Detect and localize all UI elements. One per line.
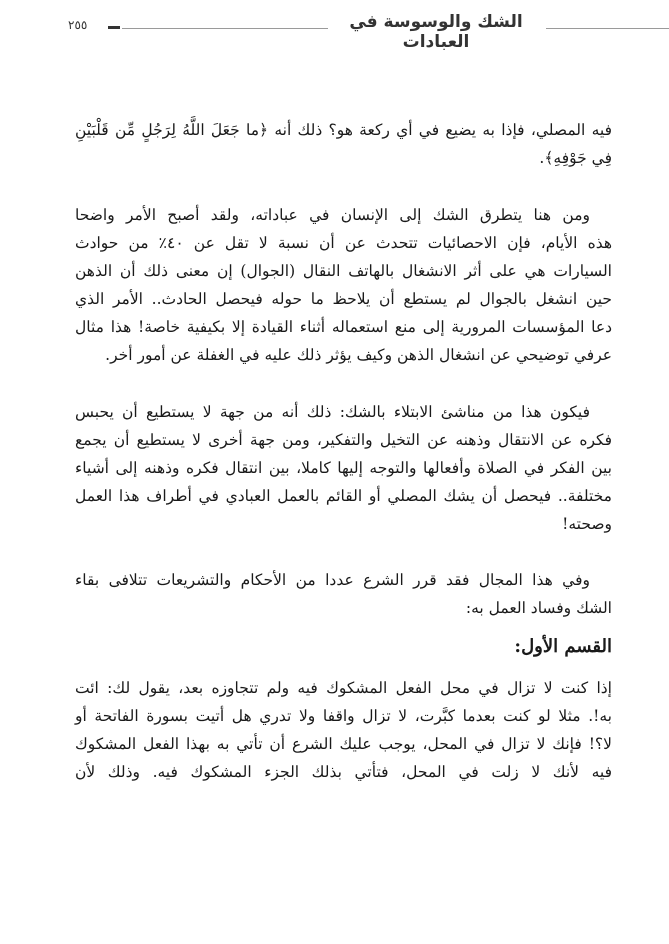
header-title: الشك والوسوسة في العبادات xyxy=(349,12,523,52)
header-rule-left xyxy=(122,28,328,29)
page-number: ٢٥٥ xyxy=(68,18,88,32)
paragraph-5-line: لا؟! فإنك لا تزال في المحل، يوجب عليك الشرع أن تأتي به بهذا الفعل المشكوك xyxy=(75,735,612,753)
paragraph-3-line: وصحته! xyxy=(562,515,612,533)
paragraph-5-line: فيه لأنك لا زلت في المحل، فتأتي بذلك الجزء المشكوك فيه. وذلك لأن xyxy=(75,763,612,781)
header-rule-right xyxy=(546,28,669,29)
paragraph-1-line: فيه المصلي، فإذا به يضيع في أي ركعة هو؟ ذلك أنه ﴿ما جَعَلَ اللَّهُ لِرَجُلٍ مِّن قَلْبَيْنِ xyxy=(75,121,612,139)
paragraph-2-line: حين انشغل بالجوال لم يستطع أن يلاحظ ما حوله فيحصل الحادث.. الأمر الذي xyxy=(75,290,612,308)
paragraph-1-line: فِي جَوْفِهِ﴾. xyxy=(539,149,612,167)
paragraph-2-line: السيارات هي على أثر الانشغال بالهاتف النقال (الجوال) إن معنى ذلك أن الذهن xyxy=(75,262,612,280)
page-number-dash xyxy=(108,26,120,29)
paragraph-3-line: فيكون هذا من مناشئ الابتلاء بالشك: ذلك أنه من جهة لا يستطيع أن يحبس xyxy=(75,403,590,421)
paragraph-3-line: فكره عن الانتقال وذهنه عن التخيل والتفكير، ومن جهة أخرى لا يستطيع أن يجمع xyxy=(75,431,612,449)
paragraph-5-line: به!. مثلا لو كنت بعدما كبَّرت، لا تزال واقفا ولا تدري هل أتيت بسورة الفاتحة أو xyxy=(75,707,612,725)
paragraph-5-line: إذا كنت لا تزال في محل الفعل المشكوك فيه ولم تتجاوزه بعد، يقول لك: ائت xyxy=(75,679,612,697)
paragraph-3-line: بين الفكر في الصلاة وأفعالها والتوجه إليها كاملا، بين انتقال فكره وذهنه إلى أشياء xyxy=(75,459,612,477)
paragraph-2-line: عرفي توضيحي عن انشغال الذهن وكيف يؤثر ذلك عليه في الغفلة عن أمور أخر. xyxy=(105,346,612,364)
paragraph-3-line: مختلفة.. فيحصل أن يشك المصلي أو القائم بالعمل العبادي في أطراف هذا العمل xyxy=(75,487,612,505)
running-header xyxy=(0,12,669,52)
paragraph-2-line: دعا المؤسسات المرورية إلى منع استعماله أثناء القيادة إلا بكيفية خاصة! هذا مثال xyxy=(75,318,612,336)
paragraph-4-line: وفي هذا المجال فقد قرر الشرع عددا من الأحكام والتشريعات تتلافى بقاء xyxy=(75,571,590,589)
paragraph-2-line: ومن هنا يتطرق الشك إلى الإنسان في عباداته، ولقد أصبح الأمر واضحا xyxy=(75,206,590,224)
paragraph-4-line: الشك وفساد العمل به: xyxy=(465,599,612,617)
section-heading: القسم الأول: xyxy=(514,636,612,657)
paragraph-2-line: هذه الأيام، فإن الاحصائيات تتحدث عن أن نسبة لا تقل عن ٤٠٪ من حوادث xyxy=(75,234,613,252)
